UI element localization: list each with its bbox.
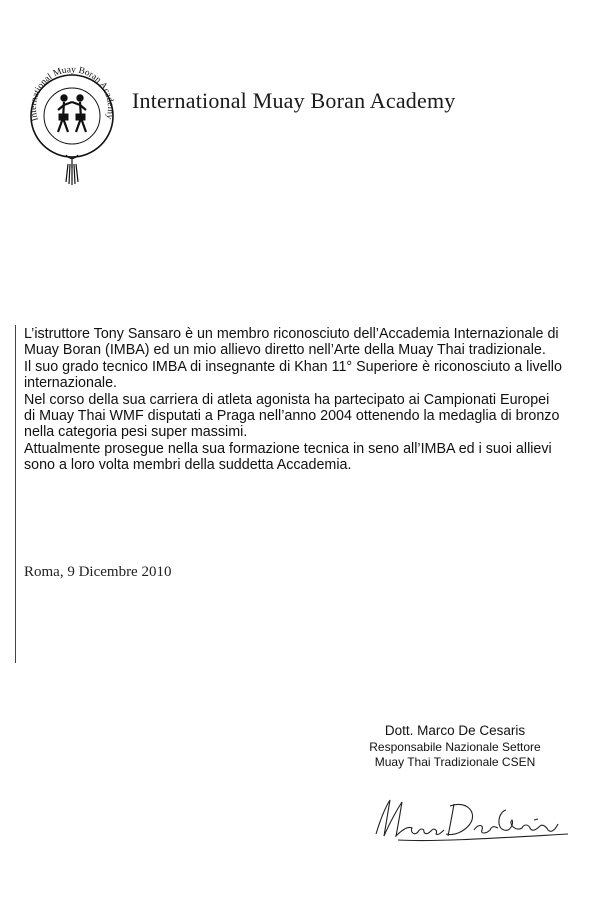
svg-text:International Muay Boran Acade [29,65,115,122]
signatory-block [340,722,570,770]
letter-paragraph: L’istruttore Tony Sansaro è un membro riconosciuto dell’Accademia Internazionale di Muay Boran (IMBA) ed un mio allievo diretto nell’Arte della Muay Thai tradizionale. [24,326,559,359]
organization-name: International Muay Boran Academy [132,88,456,113]
logo-ring-text: International Muay Boran Academy [28,65,116,123]
fighters-figure [58,95,86,132]
letter-paragraph: Nel corso della sua carriera di atleta agonista ha partecipato ai Campionati Europei di Muay Thai WMF disputati a Praga nell’anno 2004 ottenendo la medaglia di bronzo nella categoria pesi super massimi. [24,391,560,441]
signatory-role-line-1: Responsabile Nazionale Settore [369,740,541,754]
letter-body [24,326,564,474]
handwritten-signature [358,790,583,850]
academy-logo [22,58,122,188]
letter-paragraph: Attualmente prosegue nella sua formazione tecnica in seno all’IMBA ed i suoi allievi sono a loro volta membri della suddetta Accademia. [24,440,552,474]
rope-tassel [66,155,78,185]
letter-paragraph: Il suo grado tecnico IMBA di insegnante di Khan 11° Superiore è riconosciuto a livello internazionale. [24,358,562,392]
letter-date: Roma, 9 Dicembre 2010 [24,564,172,580]
signatory-name: Dott. Marco De Cesaris [384,723,526,738]
signatory-role-line-2: Muay Thai Tradizionale CSEN [374,755,536,769]
margin-rule [15,325,16,663]
